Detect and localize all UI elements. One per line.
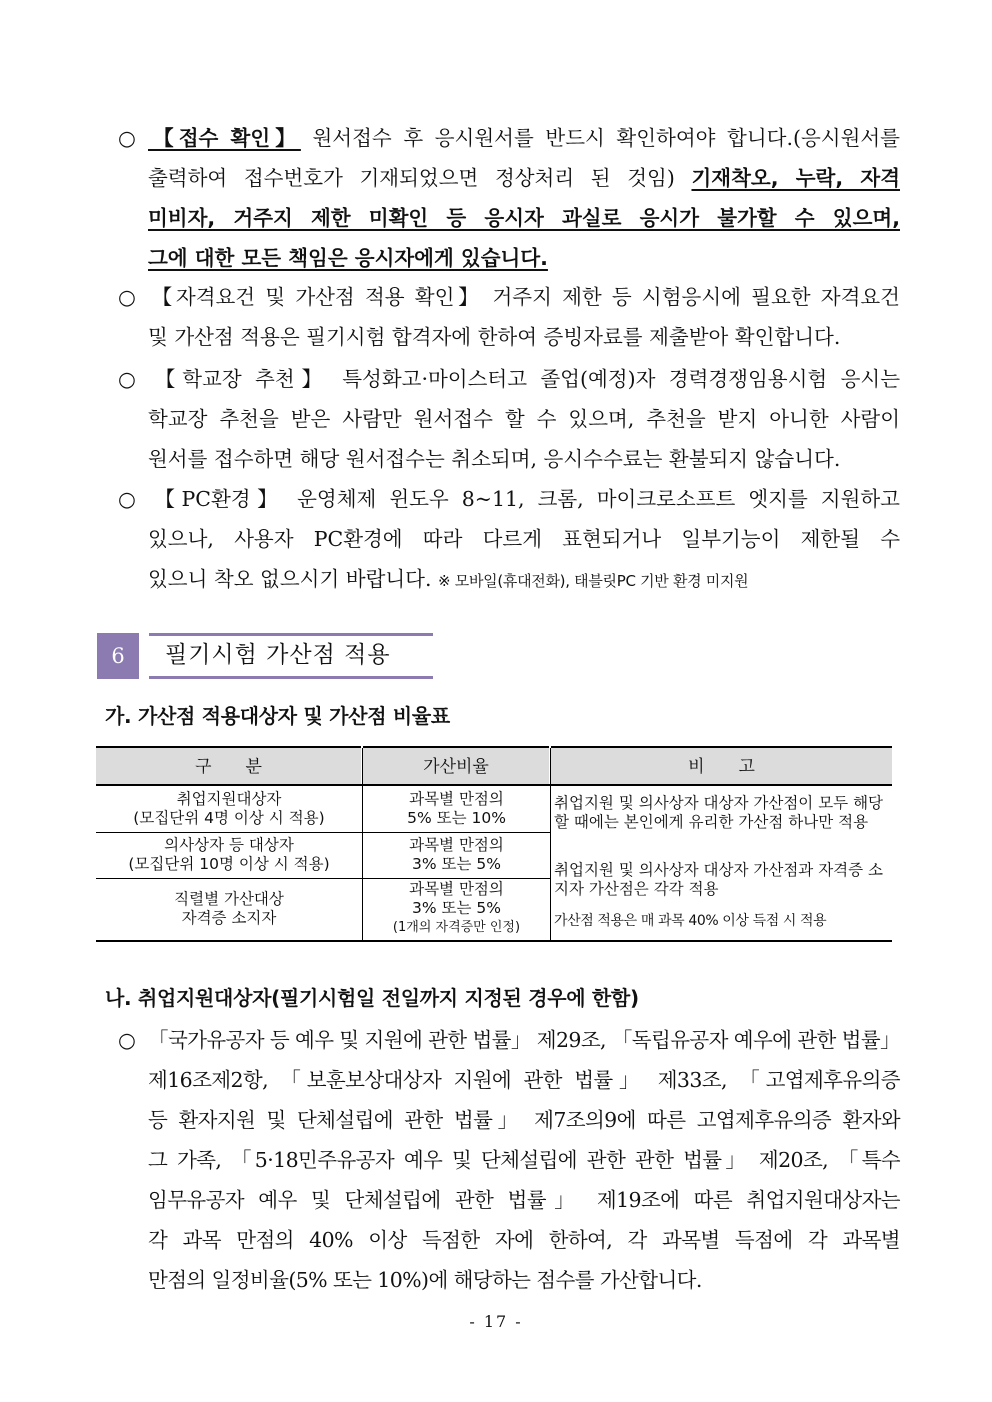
- table-rule: [96, 832, 550, 833]
- bullet-text: 학교장 추천을 받은 사람만 원서접수 할 수 있으며, 추천을 받지 아니한 사람이: [148, 407, 900, 431]
- bullet-text: 【학교장 추천】 특성화고·마이스터고 졸업(예정)자 경력경쟁임용시험 응시는: [148, 367, 900, 391]
- bullet-heading: 【접수 확인】: [148, 126, 301, 150]
- rate-note: (1개의 자격증만 인정): [392, 920, 521, 935]
- table-cell-rate: [363, 790, 550, 828]
- bullet-warning: 기재착오, 누락, 자격: [691, 166, 900, 190]
- bullet-text: 있으나, 사용자 PC환경에 따라 다르게 표현되거나 일부기능이 제한될 수: [148, 527, 900, 551]
- rate-value: 3% 또는 5%: [412, 855, 501, 873]
- bullet-text: 등 환자지원 및 단체설립에 관한 법률」 제7조의9에 따른 고엽제후유의증 환자와: [148, 1108, 900, 1132]
- category-condition: 자격증 소지자: [181, 909, 277, 927]
- mobile-note: ※ 모바일(휴대전화), 태블릿PC 기반 환경 미지원: [438, 572, 749, 590]
- circle-bullet-icon: ○: [118, 285, 136, 309]
- category-condition: (모집단위 10명 이상 시 적용): [128, 855, 330, 873]
- section-rule-bottom: [149, 676, 433, 679]
- bullet-text: 만점의 일정비율(5% 또는 10%)에 해당하는 점수를 가산합니다.: [148, 1268, 702, 1292]
- table-rule: [96, 878, 550, 879]
- table-remark: 취업지원 및 의사상자 대상자 가산점이 모두 해당할 때에는 본인에게 유리한 가산점 하나만 적용: [554, 794, 884, 831]
- section-title: 필기시험 가산점 적용: [165, 642, 391, 668]
- rate-value: 5% 또는 10%: [407, 809, 506, 827]
- table-header-rate: 가산비율: [363, 746, 549, 786]
- table-rule: [550, 748, 551, 941]
- rate-label: 과목별 만점의: [409, 880, 504, 898]
- bullet-text: 각 과목 만점의 40% 이상 득점한 자에 한하여, 각 과목별 득점에 각 과목별: [148, 1228, 900, 1252]
- bullet-pc-environment: [118, 479, 900, 601]
- bullet-application-check: [118, 118, 900, 278]
- rate-label: 과목별 만점의: [409, 790, 504, 808]
- table-remark: 취업지원 및 의사상자 대상자 가산점과 자격증 소지자 가산점은 각각 적용: [554, 861, 884, 898]
- bullet-text: 「국가유공자 등 예우 및 지원에 관한 법률」 제29조, 「독립유공자 예우에 관한 법률」: [148, 1028, 900, 1052]
- bullet-qualification-check: [118, 277, 900, 357]
- category-name: 취업지원대상자: [176, 790, 282, 808]
- subheading-na: 나. 취업지원대상자(필기시험일 전일까지 지정된 경우에 한함): [105, 986, 639, 1010]
- bullet-text: 【PC환경】 운영체제 윈도우 8~11, 크롬, 마이크로소프트 엣지를 지원하고: [148, 487, 900, 511]
- bullet-warning: 그에 대한 모든 책임은 응시자에게 있습니다.: [148, 246, 548, 270]
- bullet-principal-recommendation: [118, 359, 900, 479]
- section-number: 6: [97, 633, 139, 679]
- bonus-rate-table: [96, 746, 892, 942]
- page-number: - 17 -: [469, 1312, 523, 1331]
- subheading-ga: 가. 가산점 적용대상자 및 가산점 비율표: [105, 704, 450, 728]
- table-remark: 가산점 적용은 매 과목 40% 이상 득점 시 적용: [554, 913, 827, 929]
- circle-bullet-icon: ○: [118, 1028, 136, 1052]
- table-cell-rate: [363, 880, 550, 937]
- table-cell-category: [96, 890, 362, 928]
- table-cell-category: [96, 790, 362, 828]
- bullet-text: 그 가족, 「5·18민주유공자 예우 및 단체설립에 관한 관한 법률」 제20조, 「특수: [148, 1148, 900, 1172]
- circle-bullet-icon: ○: [118, 126, 136, 150]
- category-condition: (모집단위 4명 이상 시 적용): [133, 809, 325, 827]
- circle-bullet-icon: ○: [118, 487, 136, 511]
- table-rule: [96, 784, 892, 786]
- bullet-text: 있으니 착오 없으시기 바랍니다.: [148, 567, 439, 591]
- category-name: 의사상자 등 대상자: [164, 836, 294, 854]
- table-cell-category: [96, 836, 362, 874]
- bullet-text: 【자격요건 및 가산점 적용 확인】 거주지 제한 등 시험응시에 필요한 자격요건: [148, 285, 900, 309]
- bullet-employment-support: [118, 1020, 900, 1300]
- bullet-text: 제16조제2항, 「보훈보상대상자 지원에 관한 법률」 제33조, 「고엽제후유의증: [148, 1068, 900, 1092]
- circle-bullet-icon: ○: [118, 367, 136, 391]
- bullet-text: 임무유공자 예우 및 단체설립에 관한 법률」 제19조에 따른 취업지원대상자는: [148, 1188, 900, 1212]
- bullet-text: 및 가산점 적용은 필기시험 합격자에 한하여 증빙자료를 제출받아 확인합니다.: [148, 325, 841, 349]
- table-header-category: 구 분: [96, 746, 361, 786]
- table-rule: [96, 940, 892, 942]
- rate-value: 3% 또는 5%: [412, 899, 501, 917]
- category-name: 직렬별 가산대상: [174, 890, 284, 908]
- section-heading: [97, 633, 433, 679]
- table-header-remarks: 비 고: [551, 746, 892, 786]
- bullet-text: 원서접수 후 응시원서를 반드시 확인하여야 합니다.(응시원서를: [300, 126, 900, 150]
- bullet-text: 원서를 접수하면 해당 원서접수는 취소되며, 응시수수료는 환불되지 않습니다.: [148, 447, 841, 471]
- rate-label: 과목별 만점의: [409, 836, 504, 854]
- bullet-text: 출력하여 접수번호가 기재되었으면 정상처리 된 것임): [148, 166, 692, 190]
- bullet-warning: 미비자, 거주지 제한 미확인 등 응시자 과실로 응시가 불가할 수 있으며,: [148, 206, 900, 230]
- table-cell-rate: [363, 836, 550, 874]
